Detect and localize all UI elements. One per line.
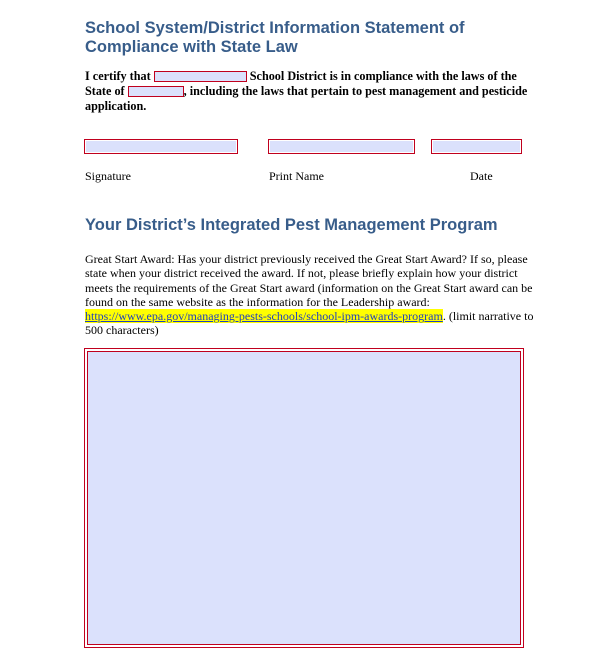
narrative-input[interactable]: [87, 351, 521, 645]
certification-statement: [85, 69, 545, 114]
date-field[interactable]: [431, 139, 522, 154]
question-text: Great Start Award: Has your district previously received the Great Start Award? If so, please state when your district received the award. If not, please briefly explain how your district meets the requirements of the Great Start award (information on the Great Start award can be found on the same website as the information for the Leadership award:: [85, 252, 533, 309]
state-field[interactable]: [128, 86, 184, 97]
section-heading-ipm-program: Your District’s Integrated Pest Management Program: [85, 216, 498, 234]
signature-label: Signature: [85, 169, 131, 183]
certify-text-1: I certify that: [85, 69, 154, 83]
certify-text-2: School District is in compliance with the laws of the State of: [85, 69, 517, 98]
date-label: Date: [470, 169, 493, 183]
signature-field[interactable]: [84, 139, 238, 154]
epa-awards-link[interactable]: https://www.epa.gov/managing-pests-schools/school-ipm-awards-program: [85, 309, 443, 324]
print-name-label: Print Name: [269, 169, 324, 183]
print-name-field[interactable]: [268, 139, 415, 154]
section-heading-compliance: School System/District Information Statement of Compliance with State Law: [85, 19, 465, 56]
question-text-end: . (limit narrative to 500 characters): [85, 309, 534, 338]
certify-text-3: , including the laws that pertain to pest management and pesticide application.: [85, 84, 528, 113]
great-start-award-question: [85, 252, 547, 338]
district-name-field[interactable]: [154, 71, 247, 82]
narrative-text-area[interactable]: [84, 348, 524, 648]
